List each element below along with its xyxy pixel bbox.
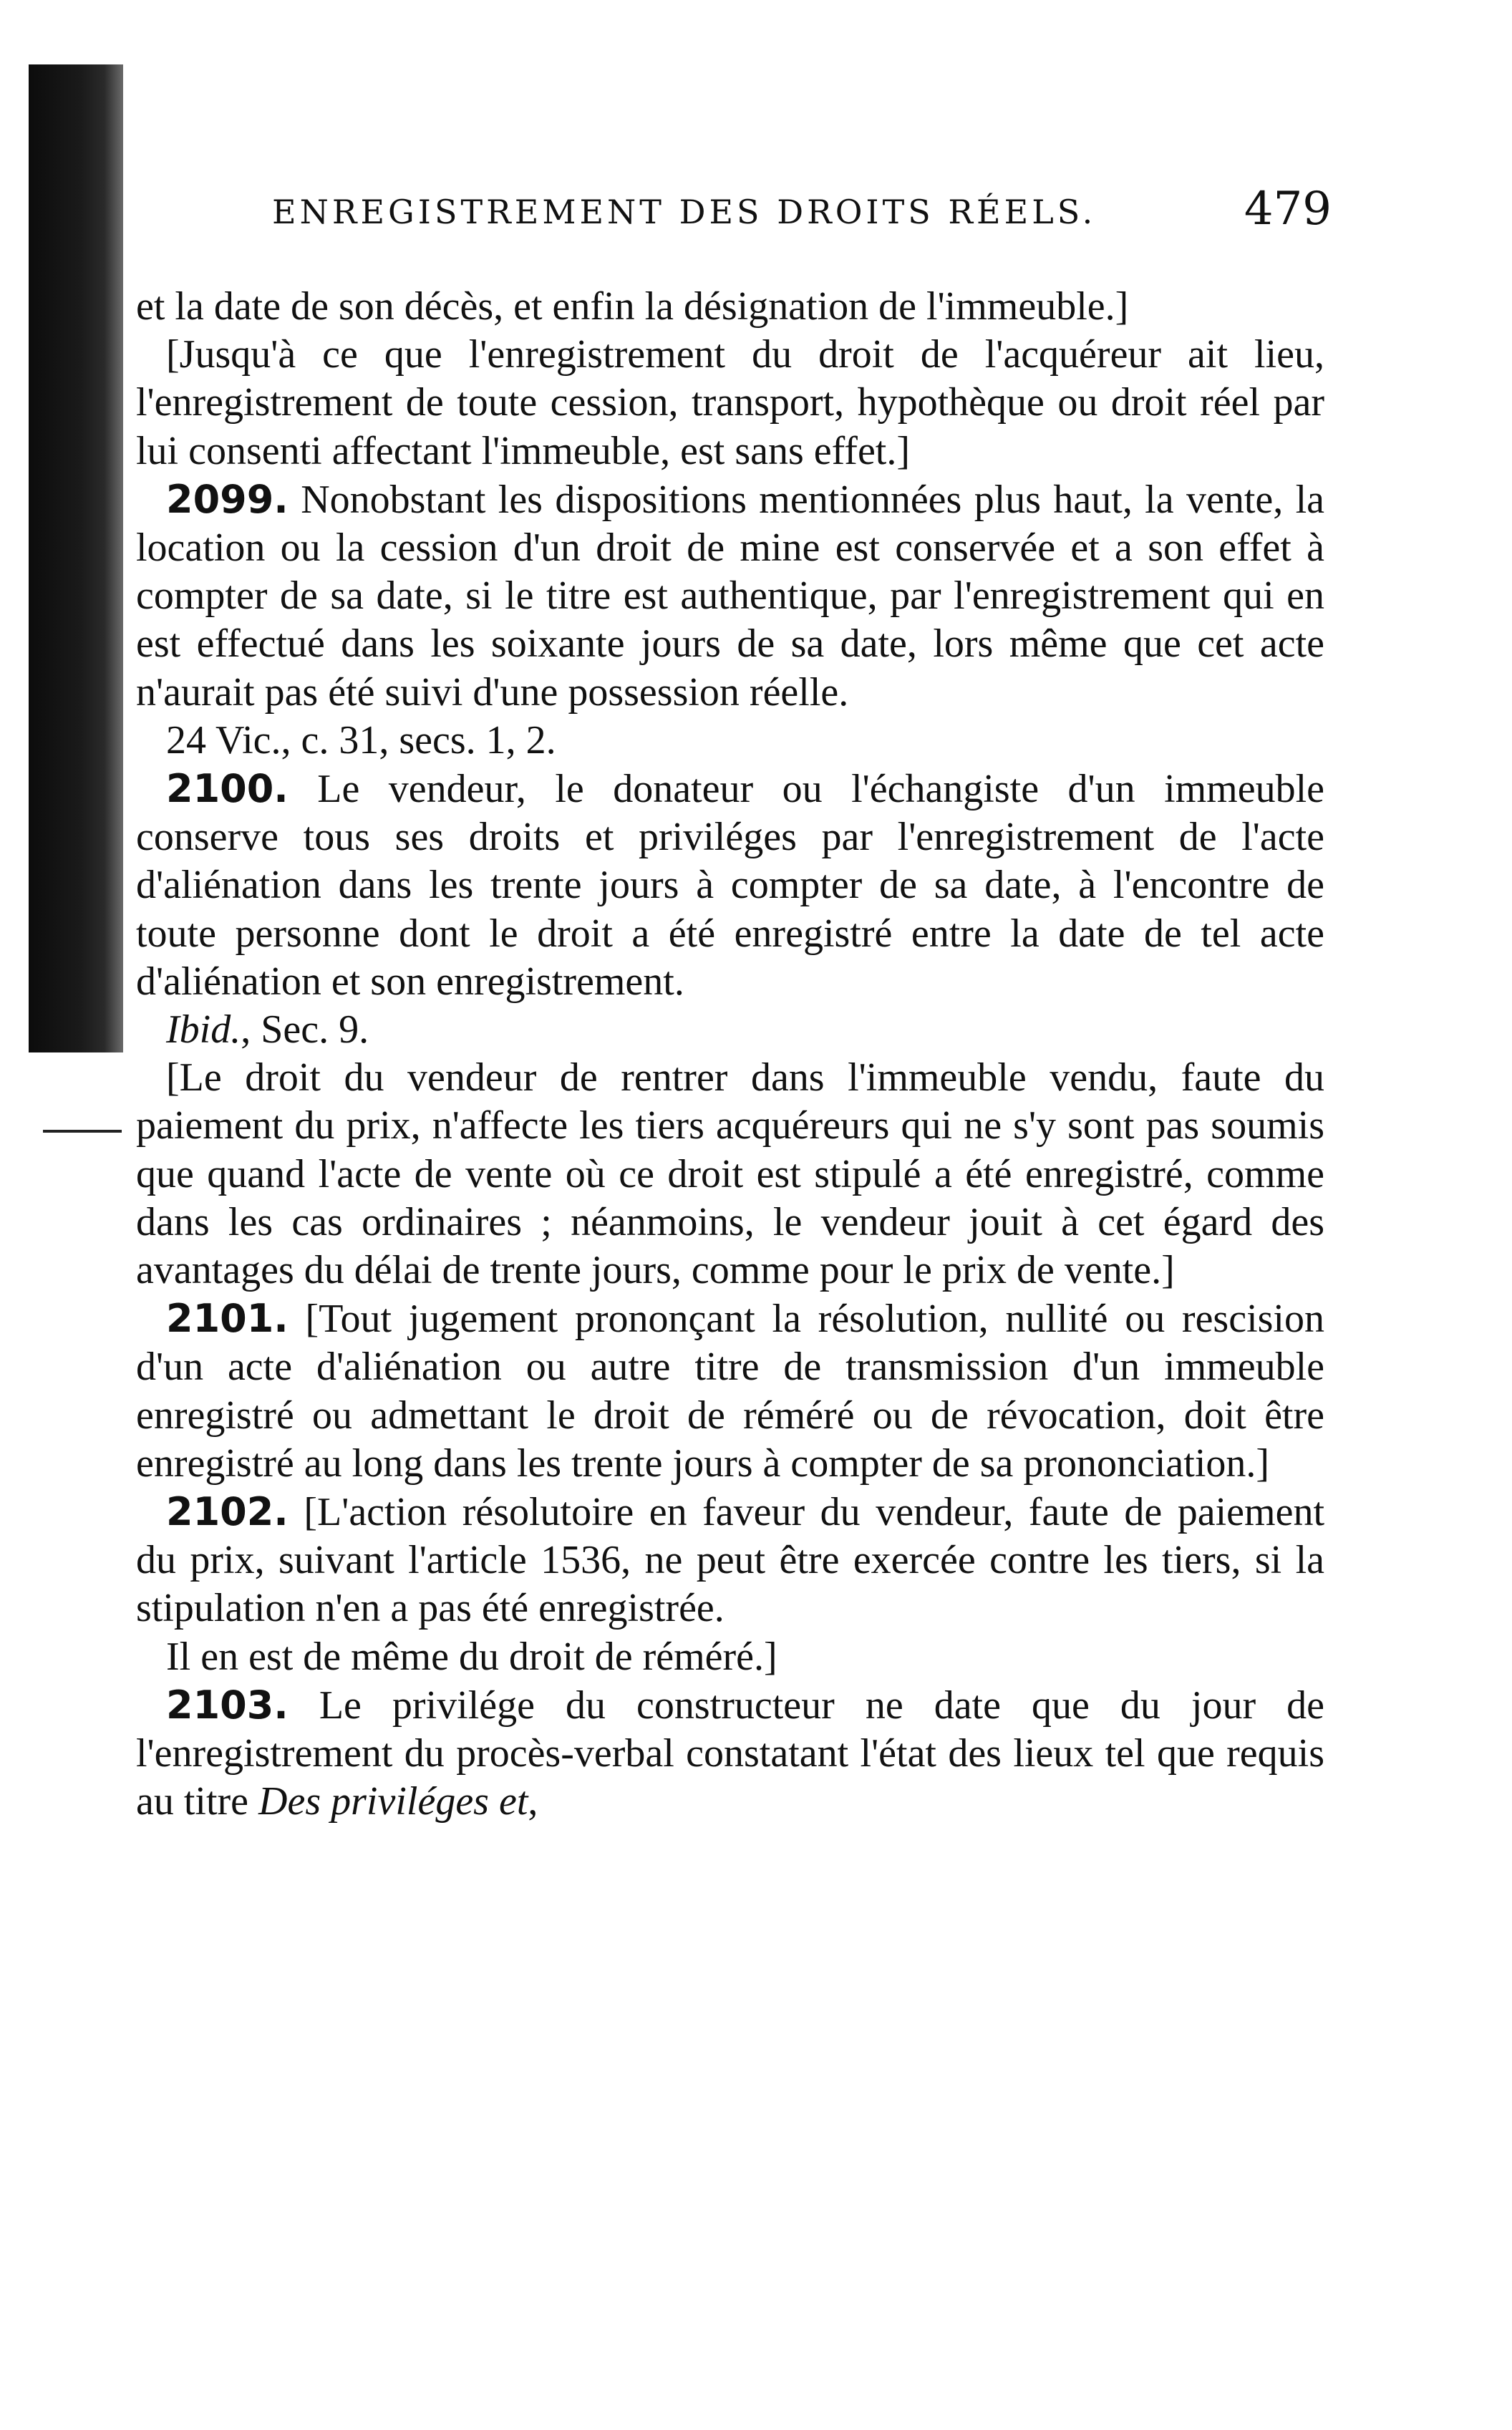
article-number: 2101. — [166, 1296, 289, 1342]
paragraph-acquereur: [Jusqu'à ce que l'enregistrement du droit de l'acquéreur ait lieu, l'enregistrement de toute cession, transport, hypothèque ou droit réel par lui consenti affectant l'immeuble, est sans effet.] — [136, 332, 1324, 473]
running-title: ENREGISTREMENT DES DROITS RÉELS. — [272, 193, 1097, 231]
article-text: Le privilége du constructeur ne date que du jour de l'enregistrement du procès-verbal constatant l'état des lieux tel que requis au titre — [136, 1683, 1324, 1824]
article-number: 2103. — [166, 1682, 289, 1728]
page-body — [136, 283, 1324, 1826]
article-2100 — [136, 765, 1324, 1006]
binding-shadow — [29, 64, 123, 1052]
running-header — [272, 183, 1332, 240]
trailing-punctuation: , — [528, 1779, 538, 1824]
article-text: Nonobstant les dispositions mentionnées plus haut, la vente, la location ou la cession d'un droit de mine est conservée et a son effet à compter de sa date, si le titre est authentique, par l'enregistrement qui en est effectué dans les soixante jours de sa date, lors même que cet acte n'aurait pas été suivi d'une possession réelle. — [136, 477, 1325, 715]
article-text: [Tout jugement prononçant la résolution, nullité ou rescision d'un acte d'aliénation ou autre titre de transmission d'un immeuble enregistré ou admettant le droit de réméré ou de révocation, doit être enregistré au long dans les trente jours à compter de sa prononciation.] — [136, 1297, 1324, 1486]
title-reference: Des priviléges et — [258, 1779, 528, 1824]
article-text: [L'action résolutoire en faveur du vendeur, faute de paiement du prix, suivant l'article 1536, ne peut être exercée contre les tiers, si la stipulation n'en a pas été enregistrée. — [136, 1490, 1325, 1631]
article-2101 — [136, 1294, 1324, 1488]
margin-rule — [43, 1130, 122, 1133]
article-2103 — [136, 1681, 1324, 1826]
article-2102 — [136, 1488, 1324, 1633]
paragraph-remere: Il en est de même du droit de réméré.] — [166, 1634, 777, 1679]
paragraph-vendeur: [Le droit du vendeur de rentrer dans l'immeuble vendu, faute du paiement du prix, n'affecte les tiers acquéreurs qui ne s'y sont pas soumis que quand l'acte de vente où ce droit est stipulé a été enregistré, comme dans les cas ordinaires ; néanmoins, le vendeur jouit à cet égard des avantages du délai de trente jours, comme pour le prix de vente.] — [136, 1055, 1324, 1293]
citation — [136, 1006, 1324, 1054]
citation: 24 Vic., c. 31, secs. 1, 2. — [166, 717, 556, 763]
citation-ibid: Ibid. — [166, 1007, 241, 1052]
article-text: Le vendeur, le donateur ou l'échangiste d'un immeuble conserve tous ses droits et priviléges par l'enregistrement de l'acte d'aliénation dans les trente jours à compter de sa date, à l'encontre de toute personne dont le droit a été enregistré entre la date de tel acte d'aliénation et son enregistrement. — [136, 767, 1325, 1004]
article-2099 — [136, 475, 1324, 717]
article-number: 2102. — [166, 1489, 289, 1535]
citation-section: , Sec. 9. — [241, 1007, 369, 1052]
article-number: 2100. — [166, 766, 289, 812]
paragraph-continuation: et la date de son décès, et enfin la désignation de l'immeuble.] — [136, 284, 1129, 329]
page-number: 479 — [1244, 183, 1332, 236]
article-number: 2099. — [166, 476, 289, 522]
